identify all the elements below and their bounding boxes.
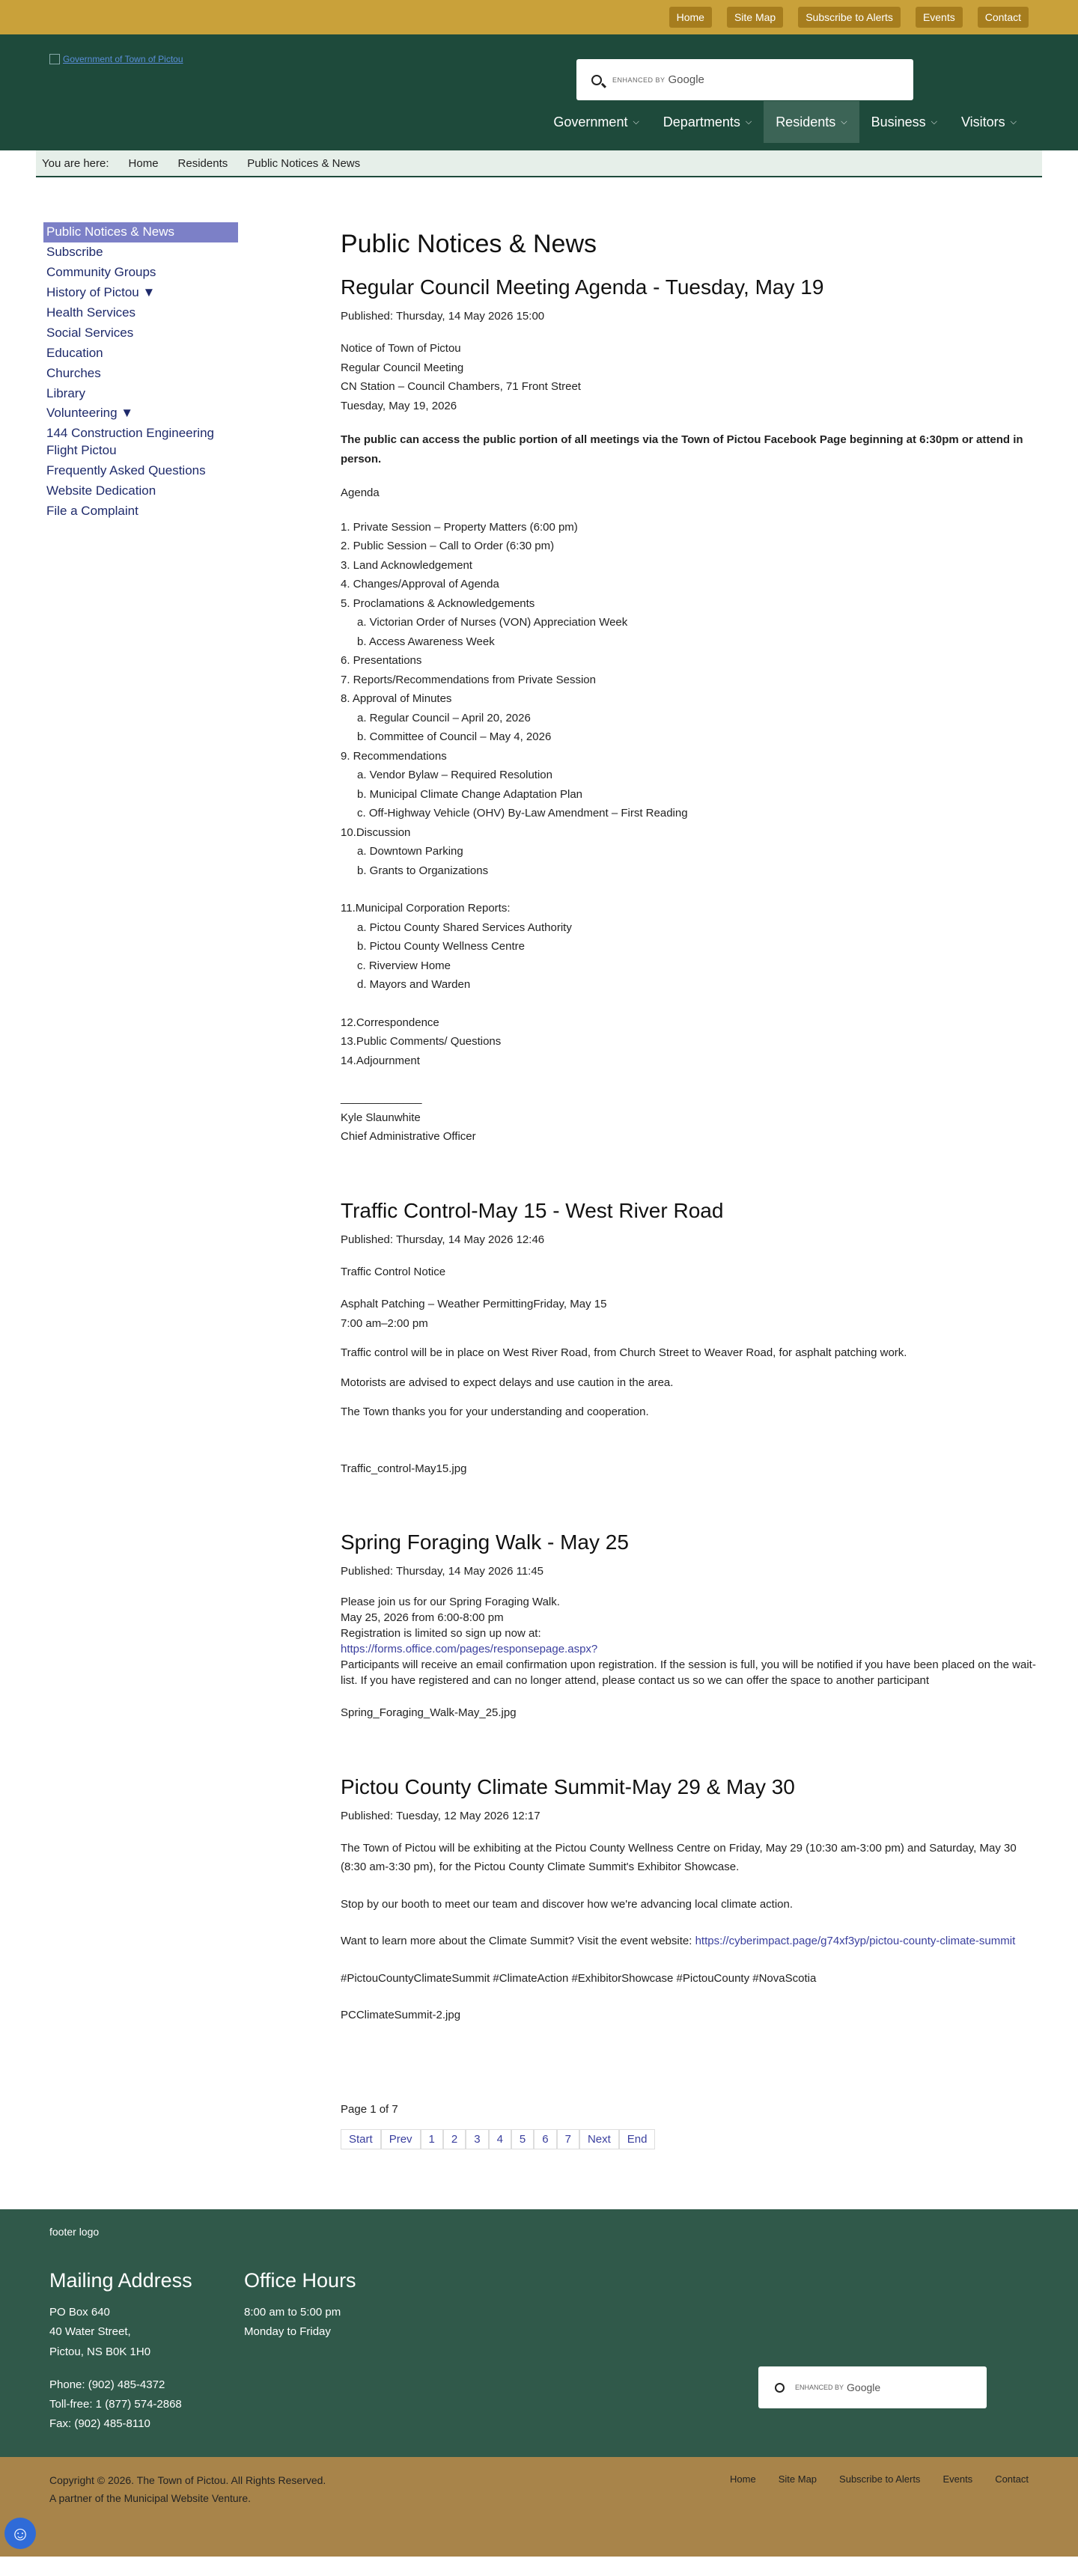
sidebar-item[interactable]: 144 Construction Engineering Flight Pictou xyxy=(46,426,214,458)
nav-departments[interactable]: Departments ⌵ xyxy=(663,114,752,129)
agenda-item: a. Vendor Bylaw – Required Resolution xyxy=(357,769,552,781)
pagination xyxy=(341,2129,1037,2149)
published-date: Published: Tuesday, 12 May 2026 12:17 xyxy=(341,1809,540,1822)
agenda-item: 7. Reports/Recommendations from Private Session xyxy=(341,673,596,686)
site-header xyxy=(0,34,1078,150)
pager-page[interactable]: 2 xyxy=(443,2129,466,2149)
sidebar-item[interactable]: History of Pictou ▼ xyxy=(46,284,156,299)
agenda-item: 14.Adjournment xyxy=(341,1054,420,1067)
footer-link-home[interactable]: Home xyxy=(730,2473,756,2485)
top-link-subscribe[interactable]: Subscribe to Alerts xyxy=(798,7,901,28)
chevron-down-icon: ⌵ xyxy=(841,117,847,126)
agenda-item: a. Downtown Parking xyxy=(357,845,463,858)
crumb-current: Public Notices & News xyxy=(247,156,361,170)
pager-end[interactable]: End xyxy=(619,2129,656,2149)
sidebar-item[interactable]: Social Services xyxy=(46,325,134,340)
top-link-events[interactable]: Events xyxy=(916,7,963,28)
main-nav xyxy=(541,101,1029,143)
pager-prev[interactable]: Prev xyxy=(381,2129,421,2149)
office-hours: Office Hours 8:00 am to 5:00 pm Monday to Friday xyxy=(244,2269,356,2339)
top-link-site-map[interactable]: Site Map xyxy=(727,7,783,28)
footer-link-contact[interactable]: Contact xyxy=(995,2473,1029,2485)
pager-page[interactable]: 4 xyxy=(489,2129,511,2149)
mailing-address: Mailing Address PO Box 640 40 Water Street, Pictou, NS B0K 1H0 Phone: (902) 485-4372 Toll-free: 1 (877) 574-2868 Fax: (902) 485-8110 xyxy=(49,2269,192,2431)
agenda-item: 11.Municipal Corporation Reports: xyxy=(341,902,511,915)
article-title[interactable]: Spring Foraging Walk - May 25 xyxy=(341,1530,629,1554)
agenda-list xyxy=(341,1013,1037,1071)
agenda-item: 2. Public Session – Call to Order (6:30 pm) xyxy=(341,540,555,552)
article-title[interactable]: Regular Council Meeting Agenda - Tuesday, May 19 xyxy=(341,275,824,299)
sidebar-item[interactable]: File a Complaint xyxy=(46,504,138,519)
sidebar xyxy=(0,207,341,2149)
article-traffic: Traffic Control-May 15 - West River Road Published: Thursday, 14 May 2026 12:46 Traffic Control Notice Asphalt Patching – Weather PermittingFriday, May 15 7:00 am–2:00 pm Traffic control will be in place on West River Road, from Church Street to Weaver Road, for asphalt patching work. Motorists are advised to expect delays and use caution in the area. The Town thanks you for your understanding and cooperation. Traffic_control-May15.jpg xyxy=(341,1199,1037,1479)
agenda-item: a. Pictou County Shared Services Authority xyxy=(357,921,572,934)
chevron-down-icon: ⌵ xyxy=(1010,117,1017,126)
agenda-item: 6. Presentations xyxy=(341,654,422,667)
top-link-contact[interactable]: Contact xyxy=(978,7,1029,28)
agenda-item: 9. Recommendations xyxy=(341,749,447,763)
agenda-item: b. Grants to Organizations xyxy=(357,864,489,877)
agenda-item: d. Mayors and Warden xyxy=(357,978,471,991)
footer-link-subscribe[interactable]: Subscribe to Alerts xyxy=(839,2473,921,2485)
pager-page[interactable]: 7 xyxy=(557,2129,579,2149)
main-content xyxy=(341,207,1037,2149)
crumb-residents[interactable]: Residents xyxy=(177,156,228,170)
agenda-item: c. Riverview Home xyxy=(357,959,451,972)
agenda-item: 3. Land Acknowledgement xyxy=(341,558,472,572)
agenda-item: 1. Private Session – Property Matters (6:00 pm) xyxy=(341,520,578,534)
sidebar-item[interactable]: Subscribe xyxy=(46,244,103,259)
crumb-home[interactable]: Home xyxy=(128,156,159,170)
nav-residents[interactable]: Residents ⌵ xyxy=(764,101,859,143)
pager-page[interactable]: 6 xyxy=(534,2129,556,2149)
agenda-item: b. Pictou County Wellness Centre xyxy=(357,940,525,953)
agenda-item: b. Municipal Climate Change Adaptation Plan xyxy=(357,787,583,801)
pager-page[interactable]: 5 xyxy=(511,2129,534,2149)
partner-link[interactable]: Municipal Website Venture xyxy=(124,2491,249,2504)
search-icon[interactable] xyxy=(591,75,602,85)
agenda-item: 8. Approval of Minutes xyxy=(341,692,452,705)
agenda-item: b. Committee of Council – May 4, 2026 xyxy=(357,730,552,743)
accessibility-icon[interactable]: ☺ xyxy=(4,2518,36,2549)
bottom-bar: Copyright © 2026. The Town of Pictou. All Rights Reserved. A partner of the Municipal Website Venture. Home Site Map Subscribe to Alerts Events Contact ☺ xyxy=(0,2457,1078,2557)
article-foraging: Spring Foraging Walk - May 25 Published: Thursday, 14 May 2026 11:45 Please join us for our Spring Foraging Walk. May 25, 2026 from 6:00-8:00 pm Registration is limited so sign up now at: https://forms.office.com/pages/responsepage.aspx? Participants will receive an email confirmation upon registration. If the session is full, you will be notified if you have been placed on the wait-list. If you have registered and can no longer attend, please contact us so we can offer the space to another participant Spring_Foraging_Walk-May_25.jpg xyxy=(341,1530,1037,1723)
agenda-list xyxy=(341,899,1037,995)
agenda-item: 4. Changes/Approval of Agenda xyxy=(341,578,499,590)
sidebar-item[interactable]: Health Services xyxy=(46,305,136,320)
sidebar-item[interactable]: Public Notices & News xyxy=(43,222,238,242)
broken-image: Spring_Foraging_Walk-May_25.jpg xyxy=(341,1706,517,1719)
page-count: Page 1 of 7 xyxy=(341,2102,398,2116)
published-date: Published: Thursday, 14 May 2026 15:00 xyxy=(341,310,545,323)
sidebar-item[interactable]: Library xyxy=(46,385,85,400)
agenda-list xyxy=(341,518,1037,881)
footer-link-site-map[interactable]: Site Map xyxy=(778,2473,817,2485)
chevron-down-icon: ⌵ xyxy=(633,117,639,126)
agenda-item: a. Regular Council – April 20, 2026 xyxy=(357,711,531,724)
footer-logo: footer logo xyxy=(49,2226,100,2238)
registration-link[interactable]: https://forms.office.com/pages/responsepage.aspx? xyxy=(341,1643,598,1655)
nav-government[interactable]: Government ⌵ xyxy=(553,114,639,129)
footer-search-box[interactable]: ENHANCED BY Google xyxy=(758,2366,987,2408)
pager-start[interactable]: Start xyxy=(341,2129,381,2149)
pager-page[interactable]: 3 xyxy=(466,2129,488,2149)
footer-link-events[interactable]: Events xyxy=(943,2473,973,2485)
sidebar-item[interactable]: Volunteering ▼ xyxy=(46,406,134,421)
top-bar xyxy=(0,0,1078,34)
agenda-item: 5. Proclamations & Acknowledgements xyxy=(341,596,535,610)
sidebar-item[interactable]: Churches xyxy=(46,365,101,380)
pager-page[interactable]: 1 xyxy=(421,2129,443,2149)
broken-image-icon xyxy=(49,54,60,64)
breadcrumb: You are here: Home Residents Public Notices & News xyxy=(36,150,1042,177)
page-title: Public Notices & News xyxy=(341,230,597,258)
article-climate: Pictou County Climate Summit-May 29 & May 30 Published: Tuesday, 12 May 2026 12:17 The Town of Pictou will be exhibiting at the Pictou County Wellness Centre on Friday, May 29 (10:30 am-3:00 pm) and Saturday, May 30 (8:30 am-3:30 pm), for the Pictou County Climate Summit's Exhibitor Showcase. Stop by our booth to meet our team and discover how we're advancing local climate action. Want to learn more about the Climate Summit? Visit the event website: https://cyberimpact.page/g74xf3yp/pictou-county-climate-summit #PictouCountyClimateSummit #ClimateAction #ExhibitorShowcase #PictouCounty #NovaScotia PCClimateSummit-2.jpg xyxy=(341,1775,1037,2025)
top-link-home[interactable]: Home xyxy=(669,7,712,28)
agenda-item: 10.Discussion xyxy=(341,825,411,839)
footer xyxy=(0,2209,1078,2457)
article-title[interactable]: Pictou County Climate Summit-May 29 & May 30 xyxy=(341,1774,795,1798)
agenda-item: a. Victorian Order of Nurses (VON) Appreciation Week xyxy=(357,616,628,629)
agenda-item: 13.Public Comments/ Questions xyxy=(341,1035,502,1048)
sidebar-item[interactable]: Education xyxy=(46,345,103,360)
published-date: Published: Thursday, 14 May 2026 12:46 xyxy=(341,1233,545,1246)
sidebar-item[interactable]: Frequently Asked Questions xyxy=(46,463,206,478)
sidebar-item[interactable]: Website Dedication xyxy=(46,483,156,498)
nav-visitors[interactable]: Visitors ⌵ xyxy=(960,114,1017,129)
pager-next[interactable]: Next xyxy=(579,2129,619,2149)
agenda-item: 12.Correspondence xyxy=(341,1016,439,1029)
site-logo[interactable]: Government of Town of Pictou xyxy=(49,54,183,64)
article-title[interactable]: Traffic Control-May 15 - West River Road xyxy=(341,1198,724,1222)
chevron-down-icon: ⌵ xyxy=(931,117,937,126)
broken-image: PCClimateSummit-2.jpg xyxy=(341,2009,461,2021)
summit-link[interactable]: https://cyberimpact.page/g74xf3yp/pictou-county-climate-summit xyxy=(695,1935,1016,1947)
sidebar-item[interactable]: Community Groups xyxy=(46,264,156,279)
search-icon[interactable] xyxy=(775,2383,785,2393)
search-box[interactable]: ENHANCED BY Google xyxy=(576,59,913,100)
chevron-down-icon: ⌵ xyxy=(745,117,752,126)
published-date: Published: Thursday, 14 May 2026 11:45 xyxy=(341,1565,544,1578)
broken-image: Traffic_control-May15.jpg xyxy=(341,1462,467,1475)
agenda-item: c. Off-Highway Vehicle (OHV) By-Law Amendment – First Reading xyxy=(357,807,688,820)
nav-business[interactable]: Business ⌵ xyxy=(871,114,937,129)
article-council: Regular Council Meeting Agenda - Tuesday, May 19 Published: Thursday, 14 May 2026 15:00 Notice of Town of Pictou Regular Council Meeting CN Station – Council Chambers, 71 Front Street Tuesday, May 19, 2026 The public can access the public portion of all meetings via the Town of Pictou Facebook Page beginning at 6:30pm or attend in person. Agenda 1. Private Session – Property Matters (6:00 pm) 2. Public Session – Call to Order (6:30 pm) 3. Land Acknowledgement 4. Changes/Approval of Agenda 5. Proclamations & Acknowledgements a. Victorian Order of Nurses (VON) Appreciation Week b. Access Awareness Week 6. Presentations 7. Reports/Recommendations from Private Session 8. Approval of Minutes a. Regular Council – April 20, 2026 b. Committee of Council – May 4, 2026 9. Recommendations a. Vendor Bylaw – Required Resolution b. Municipal Climate Change Adaptation Plan c. Off-Highway Vehicle (OHV) By-Law Amendment – First Reading 10.Discussion a. Downtown Parking b. Grants to Organizations 11.Municipal Corporation Reports: a. Pictou County Shared Services Authority b. Pictou County Wellness Centre c. Riverview Home d. Mayors and Warden 12.Correspondence 13.Public Comments/ Questions 14.Adjournment _____________ Kyle Slaunwhite Chief Administrative Officer xyxy=(341,275,1037,1147)
agenda-item: b. Access Awareness Week xyxy=(357,635,495,648)
